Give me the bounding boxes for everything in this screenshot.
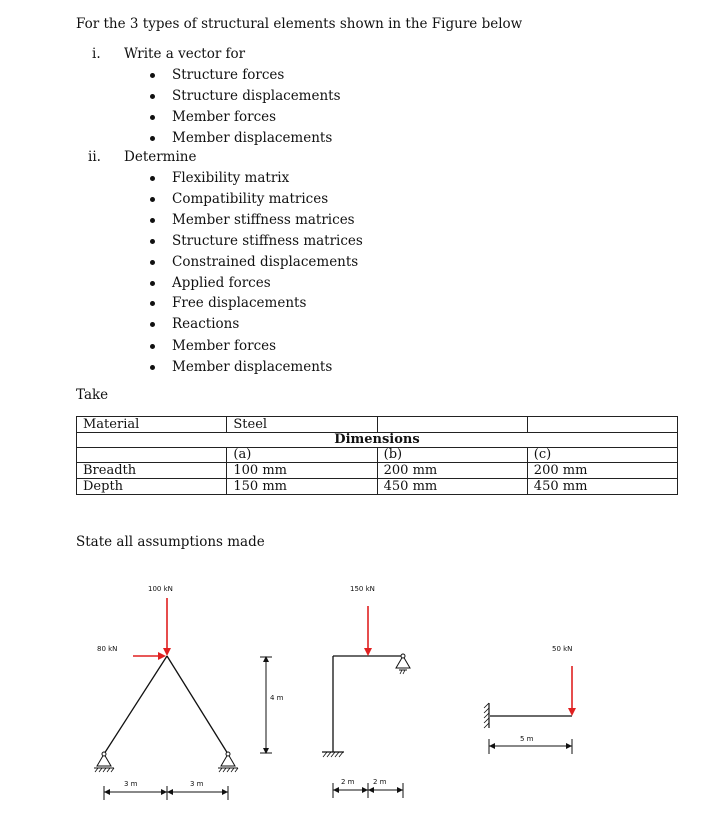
case-label: (a) (227, 448, 377, 463)
span-label: 3 m (124, 780, 138, 788)
table-row (77, 479, 678, 495)
fixed-wall-icon (484, 703, 489, 728)
row-label: Breadth (77, 463, 227, 479)
height-label: 4 m (270, 694, 284, 702)
table-cell: 200 mm (527, 463, 677, 479)
bullet-icon (150, 301, 155, 306)
span-label: 2 m (341, 778, 355, 786)
part-ii-item: Compatibility matrices (172, 191, 329, 207)
load-label: 50 kN (552, 645, 573, 653)
table-cell (527, 417, 677, 433)
table-row (77, 433, 678, 448)
part-ii-item: Free displacements (172, 295, 307, 311)
dimensions-header: Dimensions (77, 433, 678, 448)
bullet-icon (150, 136, 155, 141)
load-label: 150 kN (350, 585, 375, 593)
material-value-cell: Steel (227, 417, 377, 433)
part-i-item: Structure forces (172, 67, 285, 83)
case-label: (b) (377, 448, 527, 463)
part-ii-item: Applied forces (172, 275, 271, 291)
material-label-cell: Material (77, 417, 227, 433)
bullet-icon (150, 218, 155, 223)
bullet-icon (150, 344, 155, 349)
part-ii-item: Flexibility matrix (172, 170, 290, 186)
row-label: Depth (77, 479, 227, 495)
part-ii-item: Member forces (172, 338, 277, 354)
part-ii-item: Member stiffness matrices (172, 212, 355, 228)
table-row (77, 463, 678, 479)
part-i-item: Member forces (172, 109, 277, 125)
part-ii-heading: Determine (124, 149, 197, 165)
material-table (76, 416, 678, 495)
span-label: 2 m (373, 778, 387, 786)
bullet-icon (150, 73, 155, 78)
table-cell: 200 mm (377, 463, 527, 479)
pin-support-icon (396, 654, 410, 674)
part-ii-item: Structure stiffness matrices (172, 233, 363, 249)
bullet-icon (150, 260, 155, 265)
load-label: 100 kN (148, 585, 173, 593)
frame-b (322, 606, 410, 798)
span-label: 3 m (190, 780, 204, 788)
part-i-numeral: i. (92, 46, 101, 62)
part-i-heading: Write a vector for (124, 46, 246, 62)
bullet-icon (150, 94, 155, 99)
table-cell: 150 mm (227, 479, 377, 495)
intro-text: For the 3 types of structural elements shown in the Figure below (76, 16, 523, 32)
case-label: (c) (527, 448, 677, 463)
part-i-item: Structure displacements (172, 88, 341, 104)
table-cell: 450 mm (377, 479, 527, 495)
part-ii-item: Constrained displacements (172, 254, 359, 270)
take-label: Take (76, 387, 109, 403)
fixed-support-icon (322, 752, 344, 757)
bullet-icon (150, 115, 155, 120)
truss-a (94, 598, 272, 800)
bullet-icon (150, 197, 155, 202)
pin-support-icon (218, 752, 238, 772)
table-cell: 100 mm (227, 463, 377, 479)
part-i-item: Member displacements (172, 130, 333, 146)
table-row (77, 448, 678, 463)
pin-support-icon (94, 752, 114, 772)
bullet-icon (150, 176, 155, 181)
bullet-icon (150, 281, 155, 286)
bullet-icon (150, 239, 155, 244)
table-cell (77, 448, 227, 463)
part-ii-item: Member displacements (172, 359, 333, 375)
table-cell: 450 mm (527, 479, 677, 495)
bullet-icon (150, 365, 155, 370)
length-label: 5 m (520, 735, 534, 743)
table-row (77, 417, 678, 433)
assumptions-text: State all assumptions made (76, 534, 265, 550)
part-ii-item: Reactions (172, 316, 240, 332)
truss-right-member (167, 656, 228, 754)
truss-left-member (104, 656, 167, 754)
table-cell (377, 417, 527, 433)
bullet-icon (150, 322, 155, 327)
load-label: 80 kN (97, 645, 118, 653)
part-ii-numeral: ii. (88, 149, 101, 165)
